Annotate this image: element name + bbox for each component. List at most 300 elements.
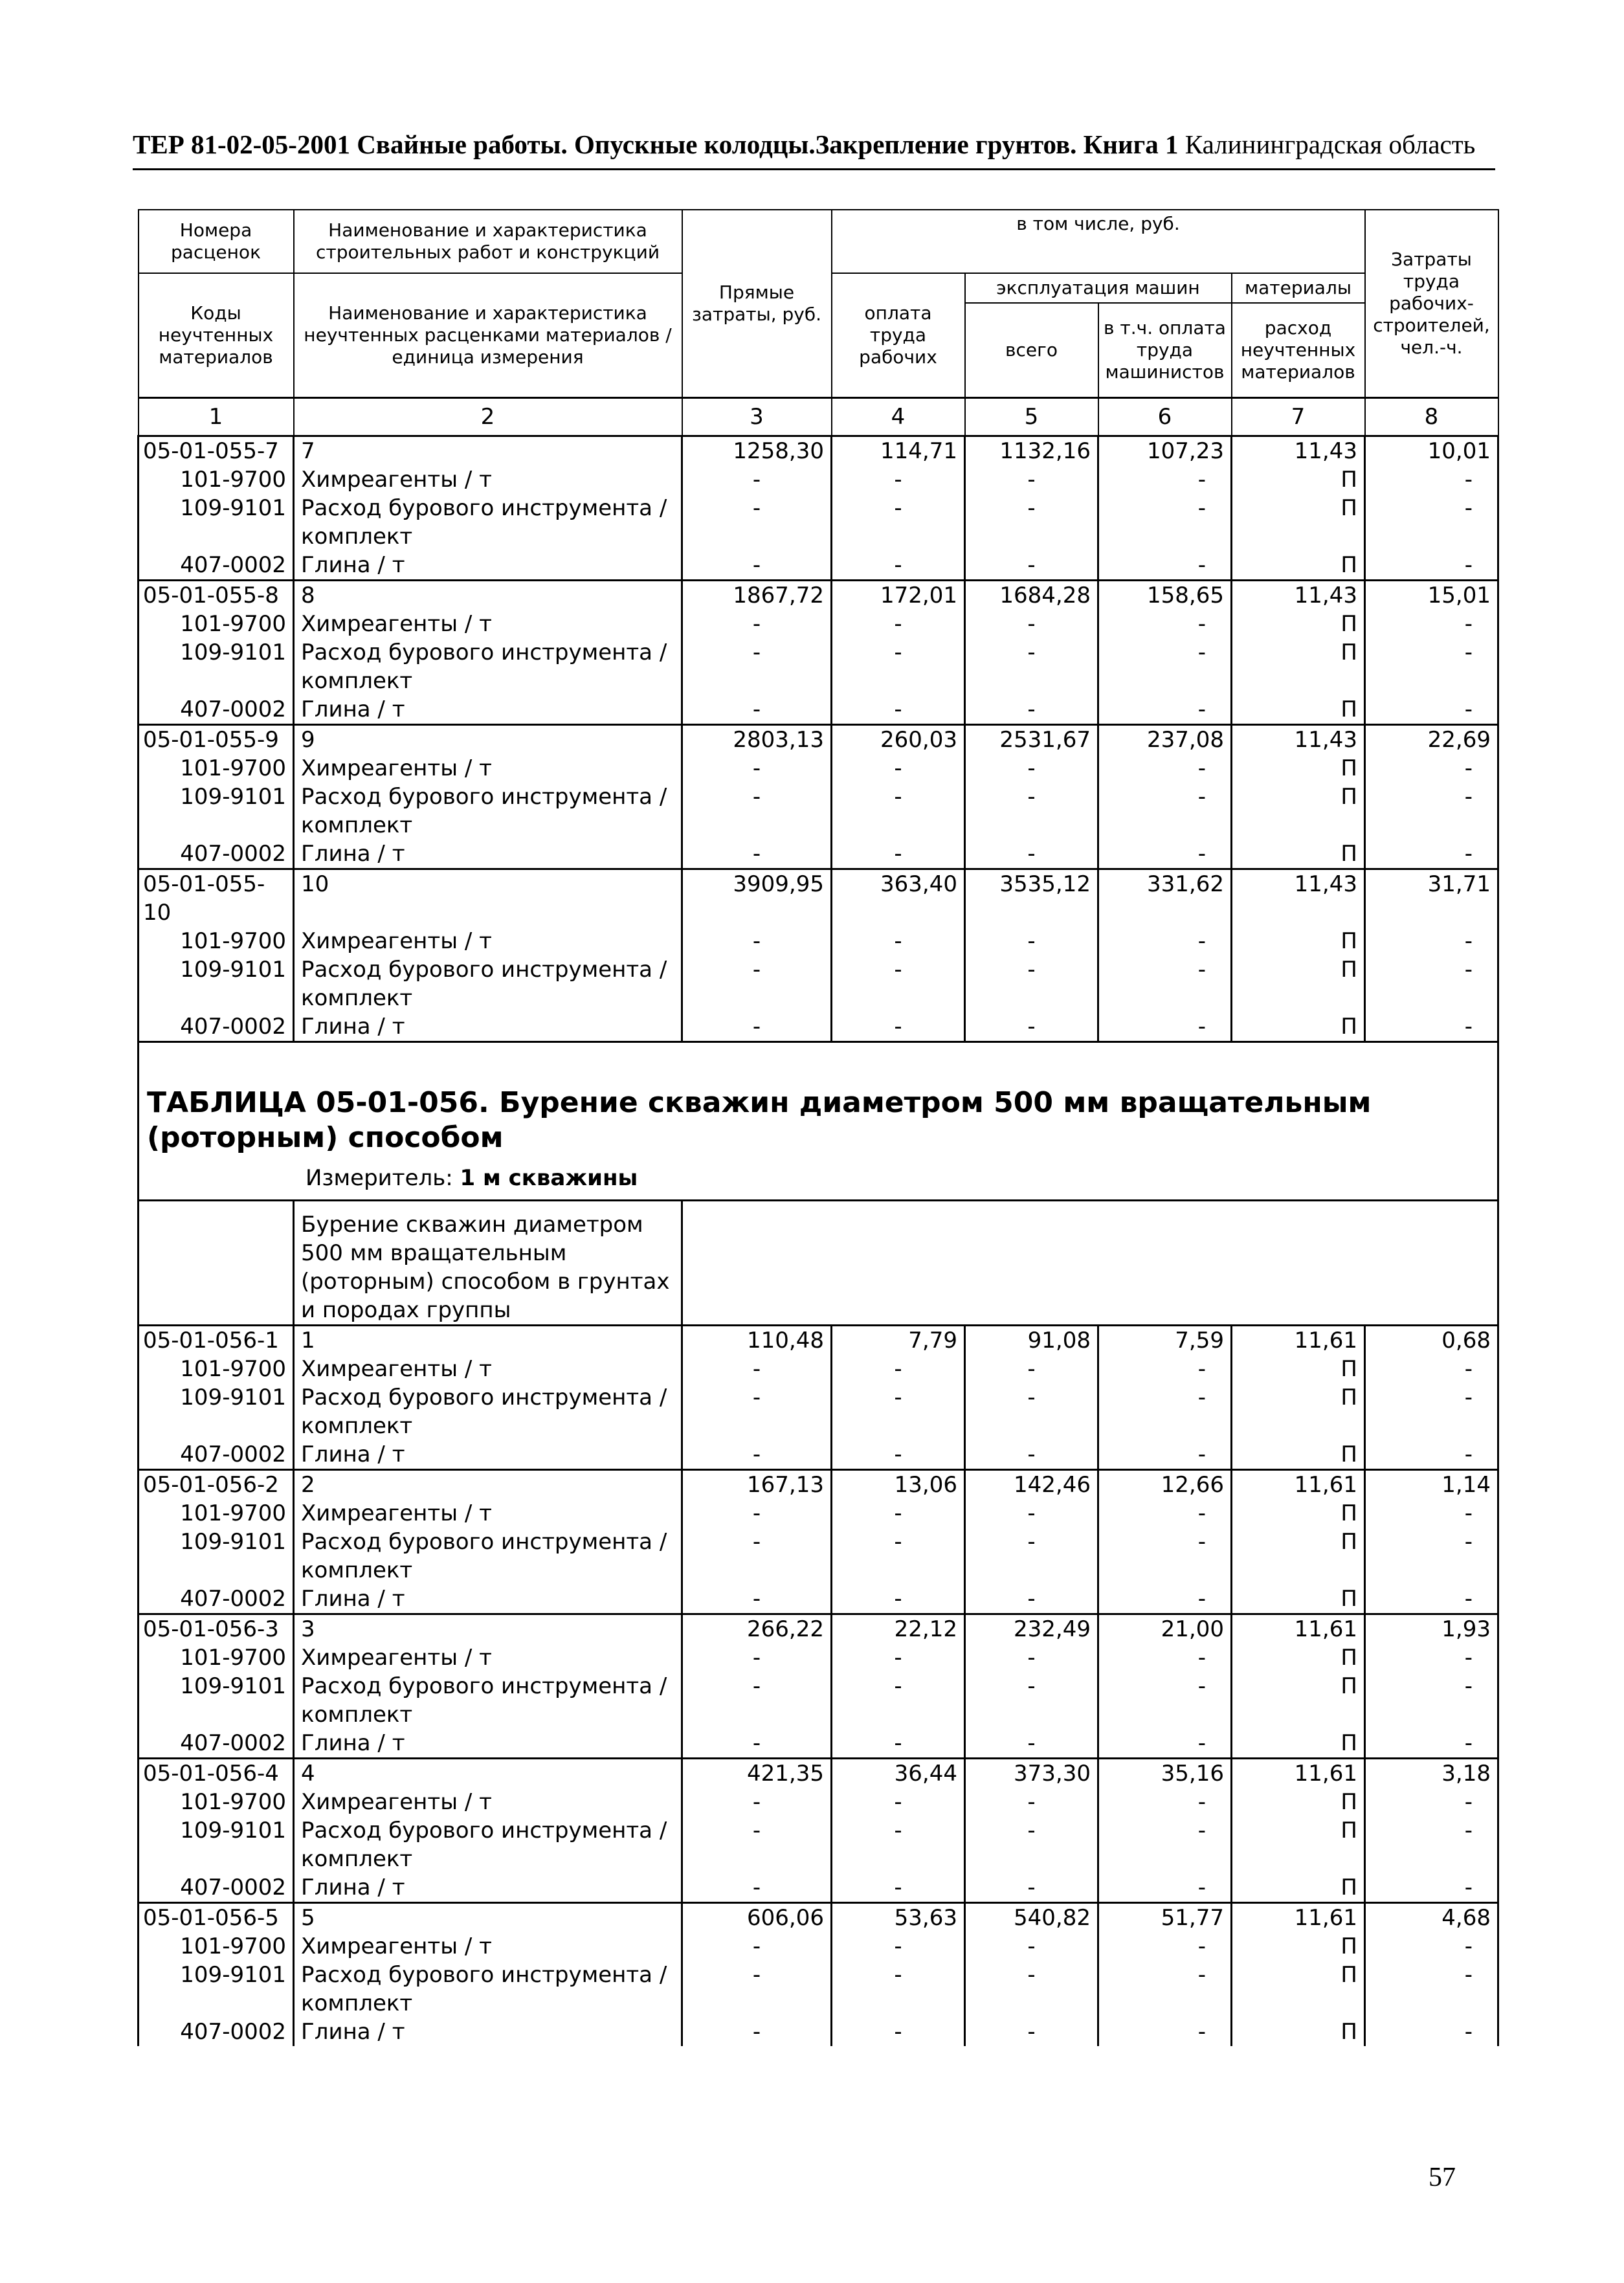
rate-name: 5	[294, 1903, 682, 1933]
labor-wage-dash: -	[832, 1383, 965, 1440]
material-code: 109-9101	[139, 1383, 294, 1440]
col-materials: материалы	[1232, 273, 1365, 303]
labor-wage-value: 114,71	[832, 436, 965, 466]
labor-costs-dash: -	[1365, 1729, 1498, 1759]
machinist-wage-dash: -	[1098, 1672, 1232, 1729]
material-name: Химреагенты / т	[294, 1499, 682, 1528]
labor-wage-dash: -	[832, 2018, 965, 2046]
materials-value: 11,43	[1232, 869, 1365, 928]
material-name: Расход бурового инструмента / комплект	[294, 1672, 682, 1729]
labor-wage-dash: -	[832, 1012, 965, 1042]
machinist-wage-dash: -	[1098, 638, 1232, 695]
material-row	[139, 1672, 1498, 1729]
material-row	[139, 610, 1498, 638]
labor-costs-dash: -	[1365, 551, 1498, 581]
material-consumption-mark: П	[1232, 1585, 1365, 1614]
material-consumption-mark: П	[1232, 551, 1365, 581]
material-code: 101-9700	[139, 927, 294, 955]
labor-costs-value: 22,69	[1365, 725, 1498, 755]
machine-total-dash: -	[965, 1932, 1098, 1961]
labor-wage-dash: -	[832, 551, 965, 581]
material-code: 101-9700	[139, 1788, 294, 1816]
machine-total-dash: -	[965, 1961, 1098, 2018]
direct-costs-dash: -	[682, 638, 832, 695]
labor-costs-dash: -	[1365, 610, 1498, 638]
material-code: 109-9101	[139, 1528, 294, 1585]
material-row	[139, 1499, 1498, 1528]
material-code: 101-9700	[139, 754, 294, 783]
material-row	[139, 955, 1498, 1012]
material-consumption-mark: П	[1232, 1873, 1365, 1903]
labor-costs-dash: -	[1365, 1499, 1498, 1528]
material-row	[139, 1440, 1498, 1470]
machine-total-value: 2531,67	[965, 725, 1098, 755]
rate-name: 9	[294, 725, 682, 755]
machinist-wage-dash: -	[1098, 754, 1232, 783]
machinist-wage-dash: -	[1098, 465, 1232, 494]
rate-code: 05-01-056-3	[139, 1614, 294, 1644]
labor-costs-dash: -	[1365, 1643, 1498, 1672]
material-row	[139, 551, 1498, 581]
labor-wage-dash: -	[832, 1585, 965, 1614]
machinist-wage-dash: -	[1098, 1816, 1232, 1873]
material-code: 407-0002	[139, 1585, 294, 1614]
direct-costs-dash: -	[682, 1932, 832, 1961]
direct-costs-dash: -	[682, 840, 832, 869]
col-name-characteristics: Наименование и характеристика строительных работ и конструкций	[294, 210, 682, 273]
labor-wage-dash: -	[832, 1672, 965, 1729]
machine-total-dash: -	[965, 1440, 1098, 1470]
material-row	[139, 1383, 1498, 1440]
rate-code: 05-01-055-8	[139, 581, 294, 610]
labor-costs-dash: -	[1365, 1816, 1498, 1873]
rate-code: 05-01-055-9	[139, 725, 294, 755]
material-name: Глина / т	[294, 551, 682, 581]
machinist-wage-value: 35,16	[1098, 1759, 1232, 1788]
labor-wage-dash: -	[832, 1816, 965, 1873]
machinist-wage-value: 237,08	[1098, 725, 1232, 755]
col-unaccounted-consumption: расход неучтенных материалов	[1232, 303, 1365, 398]
direct-costs-value: 1867,72	[682, 581, 832, 610]
labor-costs-dash: -	[1365, 840, 1498, 869]
material-code: 109-9101	[139, 494, 294, 551]
labor-wage-dash: -	[832, 1643, 965, 1672]
material-name: Химреагенты / т	[294, 1355, 682, 1383]
material-consumption-mark: П	[1232, 840, 1365, 869]
labor-costs-dash: -	[1365, 1961, 1498, 2018]
machinist-wage-dash: -	[1098, 927, 1232, 955]
machine-total-value: 540,82	[965, 1903, 1098, 1933]
machine-total-dash: -	[965, 695, 1098, 725]
material-code: 101-9700	[139, 1355, 294, 1383]
direct-costs-dash: -	[682, 783, 832, 840]
labor-costs-value: 15,01	[1365, 581, 1498, 610]
material-name: Глина / т	[294, 1585, 682, 1614]
material-code: 407-0002	[139, 1873, 294, 1903]
column-numbers-row	[139, 398, 1498, 436]
material-row	[139, 754, 1498, 783]
machine-total-dash: -	[965, 2018, 1098, 2046]
labor-wage-value: 260,03	[832, 725, 965, 755]
material-consumption-mark: П	[1232, 1729, 1365, 1759]
material-consumption-mark: П	[1232, 1499, 1365, 1528]
machine-total-dash: -	[965, 1788, 1098, 1816]
machinist-wage-dash: -	[1098, 1873, 1232, 1903]
machinist-wage-dash: -	[1098, 695, 1232, 725]
material-code: 407-0002	[139, 551, 294, 581]
machinist-wage-dash: -	[1098, 1012, 1232, 1042]
labor-wage-value: 363,40	[832, 869, 965, 928]
material-row	[139, 1012, 1498, 1042]
machinist-wage-dash: -	[1098, 1788, 1232, 1816]
labor-costs-dash: -	[1365, 1788, 1498, 1816]
material-row	[139, 494, 1498, 551]
rate-name: 10	[294, 869, 682, 928]
material-name: Химреагенты / т	[294, 610, 682, 638]
rate-row	[139, 1470, 1498, 1500]
machinist-wage-dash: -	[1098, 840, 1232, 869]
material-code: 407-0002	[139, 2018, 294, 2046]
machinist-wage-dash: -	[1098, 1528, 1232, 1585]
labor-wage-dash: -	[832, 1355, 965, 1383]
rate-name: 7	[294, 436, 682, 466]
labor-costs-value: 0,68	[1365, 1326, 1498, 1355]
materials-value: 11,61	[1232, 1759, 1365, 1788]
rate-row	[139, 725, 1498, 755]
labor-costs-dash: -	[1365, 465, 1498, 494]
col-labor-wage: оплата труда рабочих	[832, 273, 965, 398]
col-including: в том числе, руб.	[832, 210, 1365, 273]
labor-wage-dash: -	[832, 927, 965, 955]
direct-costs-dash: -	[682, 1873, 832, 1903]
material-code: 109-9101	[139, 1961, 294, 2018]
materials-value: 11,61	[1232, 1903, 1365, 1933]
material-consumption-mark: П	[1232, 754, 1365, 783]
machinist-wage-dash: -	[1098, 610, 1232, 638]
labor-wage-dash: -	[832, 1873, 965, 1903]
machinist-wage-value: 331,62	[1098, 869, 1232, 928]
direct-costs-dash: -	[682, 1012, 832, 1042]
table2-subtitle: Бурение скважин диаметром 500 мм вращательным (роторным) способом в грунтах и породах группы	[294, 1201, 682, 1326]
material-row	[139, 638, 1498, 695]
machine-total-dash: -	[965, 840, 1098, 869]
direct-costs-value: 1258,30	[682, 436, 832, 466]
rate-row	[139, 1759, 1498, 1788]
machine-total-dash: -	[965, 1643, 1098, 1672]
direct-costs-value: 167,13	[682, 1470, 832, 1500]
labor-wage-dash: -	[832, 1729, 965, 1759]
material-code: 109-9101	[139, 1816, 294, 1873]
direct-costs-dash: -	[682, 754, 832, 783]
material-code: 109-9101	[139, 638, 294, 695]
colnum-8: 8	[1365, 398, 1498, 436]
subtitle-code-cell	[139, 1201, 294, 1326]
material-row	[139, 840, 1498, 869]
labor-wage-dash: -	[832, 1528, 965, 1585]
material-name: Расход бурового инструмента / комплект	[294, 1961, 682, 2018]
material-name: Расход бурового инструмента / комплект	[294, 783, 682, 840]
direct-costs-dash: -	[682, 1440, 832, 1470]
direct-costs-dash: -	[682, 551, 832, 581]
material-name: Химреагенты / т	[294, 927, 682, 955]
machine-total-dash: -	[965, 783, 1098, 840]
labor-costs-value: 4,68	[1365, 1903, 1498, 1933]
material-consumption-mark: П	[1232, 1788, 1365, 1816]
machine-total-value: 142,46	[965, 1470, 1098, 1500]
rate-row	[139, 1903, 1498, 1933]
material-row	[139, 1355, 1498, 1383]
machinist-wage-value: 7,59	[1098, 1326, 1232, 1355]
machinist-wage-dash: -	[1098, 1355, 1232, 1383]
machine-total-dash: -	[965, 955, 1098, 1012]
material-row	[139, 1816, 1498, 1873]
labor-wage-dash: -	[832, 610, 965, 638]
rate-row	[139, 1614, 1498, 1644]
direct-costs-value: 606,06	[682, 1903, 832, 1933]
machinist-wage-value: 21,00	[1098, 1614, 1232, 1644]
direct-costs-dash: -	[682, 1355, 832, 1383]
materials-value: 11,43	[1232, 436, 1365, 466]
machinist-wage-value: 51,77	[1098, 1903, 1232, 1933]
material-row	[139, 1873, 1498, 1903]
material-consumption-mark: П	[1232, 465, 1365, 494]
direct-costs-value: 110,48	[682, 1326, 832, 1355]
labor-costs-dash: -	[1365, 1932, 1498, 1961]
labor-costs-value: 10,01	[1365, 436, 1498, 466]
direct-costs-value: 421,35	[682, 1759, 832, 1788]
machinist-wage-dash: -	[1098, 1729, 1232, 1759]
material-name: Расход бурового инструмента / комплект	[294, 1383, 682, 1440]
labor-wage-dash: -	[832, 1932, 965, 1961]
col-rate-numbers: Номера расценок	[139, 210, 294, 273]
material-consumption-mark: П	[1232, 2018, 1365, 2046]
material-name: Глина / т	[294, 840, 682, 869]
labor-costs-dash: -	[1365, 927, 1498, 955]
labor-wage-dash: -	[832, 840, 965, 869]
material-code: 407-0002	[139, 840, 294, 869]
machine-total-dash: -	[965, 754, 1098, 783]
labor-costs-value: 31,71	[1365, 869, 1498, 928]
material-consumption-mark: П	[1232, 1383, 1365, 1440]
direct-costs-dash: -	[682, 494, 832, 551]
materials-value: 11,61	[1232, 1470, 1365, 1500]
subtitle-empty-cell	[682, 1201, 1498, 1326]
material-name: Химреагенты / т	[294, 1932, 682, 1961]
colnum-1: 1	[139, 398, 294, 436]
machine-total-dash: -	[965, 1012, 1098, 1042]
material-consumption-mark: П	[1232, 1440, 1365, 1470]
material-code: 407-0002	[139, 1012, 294, 1042]
labor-wage-dash: -	[832, 695, 965, 725]
material-code: 407-0002	[139, 695, 294, 725]
labor-wage-value: 22,12	[832, 1614, 965, 1644]
machine-total-dash: -	[965, 927, 1098, 955]
material-name: Химреагенты / т	[294, 1788, 682, 1816]
labor-wage-value: 53,63	[832, 1903, 965, 1933]
labor-costs-dash: -	[1365, 638, 1498, 695]
direct-costs-dash: -	[682, 1528, 832, 1585]
header-title: ТЕР 81-02-05-2001 Свайные работы. Опускные колодцы.Закрепление грунтов. Книга 1	[133, 129, 1179, 159]
machine-total-dash: -	[965, 1528, 1098, 1585]
material-code: 101-9700	[139, 610, 294, 638]
measure-label: Измеритель:	[306, 1165, 453, 1191]
labor-wage-dash: -	[832, 465, 965, 494]
machine-total-dash: -	[965, 1355, 1098, 1383]
material-code: 407-0002	[139, 1729, 294, 1759]
material-consumption-mark: П	[1232, 610, 1365, 638]
material-code: 101-9700	[139, 1499, 294, 1528]
machinist-wage-dash: -	[1098, 1383, 1232, 1440]
machine-total-dash: -	[965, 1383, 1098, 1440]
material-name: Химреагенты / т	[294, 754, 682, 783]
material-consumption-mark: П	[1232, 1672, 1365, 1729]
machine-total-value: 373,30	[965, 1759, 1098, 1788]
machine-total-value: 1684,28	[965, 581, 1098, 610]
rate-code: 05-01-056-4	[139, 1759, 294, 1788]
direct-costs-dash: -	[682, 1499, 832, 1528]
machine-total-dash: -	[965, 494, 1098, 551]
rate-row	[139, 581, 1498, 610]
labor-wage-dash: -	[832, 1788, 965, 1816]
direct-costs-dash: -	[682, 1643, 832, 1672]
machinist-wage-value: 12,66	[1098, 1470, 1232, 1500]
material-row	[139, 1961, 1498, 2018]
direct-costs-dash: -	[682, 1788, 832, 1816]
rate-code: 05-01-056-5	[139, 1903, 294, 1933]
materials-value: 11,43	[1232, 725, 1365, 755]
direct-costs-dash: -	[682, 1672, 832, 1729]
material-code: 109-9101	[139, 955, 294, 1012]
direct-costs-dash: -	[682, 1816, 832, 1873]
material-row	[139, 2018, 1498, 2046]
labor-wage-dash: -	[832, 1961, 965, 2018]
machine-total-dash: -	[965, 1585, 1098, 1614]
machine-total-dash: -	[965, 551, 1098, 581]
labor-costs-dash: -	[1365, 1528, 1498, 1585]
material-code: 101-9700	[139, 1932, 294, 1961]
rate-row	[139, 1326, 1498, 1355]
rate-row	[139, 869, 1498, 928]
machine-total-dash: -	[965, 638, 1098, 695]
materials-value: 11,43	[1232, 581, 1365, 610]
rate-name: 2	[294, 1470, 682, 1500]
material-row	[139, 1528, 1498, 1585]
col-unaccounted-name: Наименование и характеристика неучтенных расценками материалов / единица измерения	[294, 273, 682, 398]
material-row	[139, 783, 1498, 840]
machinist-wage-dash: -	[1098, 1499, 1232, 1528]
labor-costs-dash: -	[1365, 494, 1498, 551]
table2-measure	[147, 1163, 1489, 1193]
machinist-wage-dash: -	[1098, 955, 1232, 1012]
machine-total-dash: -	[965, 1729, 1098, 1759]
material-name: Глина / т	[294, 2018, 682, 2046]
material-consumption-mark: П	[1232, 783, 1365, 840]
rate-name: 3	[294, 1614, 682, 1644]
labor-costs-value: 3,18	[1365, 1759, 1498, 1788]
table2-heading: ТАБЛИЦА 05-01-056. Бурение скважин диаметром 500 мм вращательным (роторным) способом	[147, 1086, 1372, 1154]
machine-total-value: 3535,12	[965, 869, 1098, 928]
machine-total-dash: -	[965, 1873, 1098, 1903]
material-name: Глина / т	[294, 1012, 682, 1042]
machine-total-value: 91,08	[965, 1326, 1098, 1355]
col-incl-machinist-wage: в т.ч. оплата труда машинистов	[1098, 303, 1232, 398]
colnum-4: 4	[832, 398, 965, 436]
rate-row	[139, 436, 1498, 466]
material-name: Расход бурового инструмента / комплект	[294, 638, 682, 695]
colnum-6: 6	[1098, 398, 1232, 436]
labor-wage-dash: -	[832, 754, 965, 783]
material-name: Глина / т	[294, 1873, 682, 1903]
machinist-wage-dash: -	[1098, 1440, 1232, 1470]
material-code: 109-9101	[139, 1672, 294, 1729]
material-consumption-mark: П	[1232, 927, 1365, 955]
direct-costs-dash: -	[682, 695, 832, 725]
labor-wage-dash: -	[832, 1499, 965, 1528]
labor-wage-dash: -	[832, 1440, 965, 1470]
material-consumption-mark: П	[1232, 955, 1365, 1012]
labor-costs-dash: -	[1365, 695, 1498, 725]
machinist-wage-value: 107,23	[1098, 436, 1232, 466]
table1-body	[139, 436, 1498, 1042]
machine-total-value: 1132,16	[965, 436, 1098, 466]
material-row	[139, 1932, 1498, 1961]
labor-costs-dash: -	[1365, 1440, 1498, 1470]
labor-costs-dash: -	[1365, 1383, 1498, 1440]
machinist-wage-dash: -	[1098, 551, 1232, 581]
material-name: Глина / т	[294, 1440, 682, 1470]
material-consumption-mark: П	[1232, 1816, 1365, 1873]
material-consumption-mark: П	[1232, 695, 1365, 725]
measure-value: 1 м скважины	[460, 1165, 638, 1191]
direct-costs-dash: -	[682, 1729, 832, 1759]
direct-costs-value: 2803,13	[682, 725, 832, 755]
labor-costs-value: 1,93	[1365, 1614, 1498, 1644]
col-direct-costs: Прямые затраты, руб.	[682, 210, 832, 398]
header-region: Калининградская область	[1185, 129, 1476, 159]
table-header	[139, 210, 1498, 436]
material-consumption-mark: П	[1232, 638, 1365, 695]
labor-wage-value: 13,06	[832, 1470, 965, 1500]
material-name: Глина / т	[294, 695, 682, 725]
rate-name: 1	[294, 1326, 682, 1355]
machine-total-dash: -	[965, 610, 1098, 638]
material-consumption-mark: П	[1232, 494, 1365, 551]
machine-total-value: 232,49	[965, 1614, 1098, 1644]
material-row	[139, 1643, 1498, 1672]
colnum-3: 3	[682, 398, 832, 436]
labor-costs-dash: -	[1365, 2018, 1498, 2046]
machinist-wage-value: 158,65	[1098, 581, 1232, 610]
direct-costs-dash: -	[682, 927, 832, 955]
page-number: 57	[1429, 2163, 1456, 2192]
table2-title-cell	[139, 1042, 1498, 1201]
machine-total-dash: -	[965, 1816, 1098, 1873]
material-code: 101-9700	[139, 1643, 294, 1672]
machine-total-dash: -	[965, 1499, 1098, 1528]
material-code: 101-9700	[139, 465, 294, 494]
labor-costs-dash: -	[1365, 1873, 1498, 1903]
labor-wage-dash: -	[832, 955, 965, 1012]
material-row	[139, 695, 1498, 725]
direct-costs-dash: -	[682, 2018, 832, 2046]
material-consumption-mark: П	[1232, 1932, 1365, 1961]
rates-table	[137, 209, 1499, 2046]
labor-costs-dash: -	[1365, 1355, 1498, 1383]
col-total: всего	[965, 303, 1098, 398]
material-code: 109-9101	[139, 783, 294, 840]
rate-code: 05-01-056-1	[139, 1326, 294, 1355]
colnum-2: 2	[294, 398, 682, 436]
